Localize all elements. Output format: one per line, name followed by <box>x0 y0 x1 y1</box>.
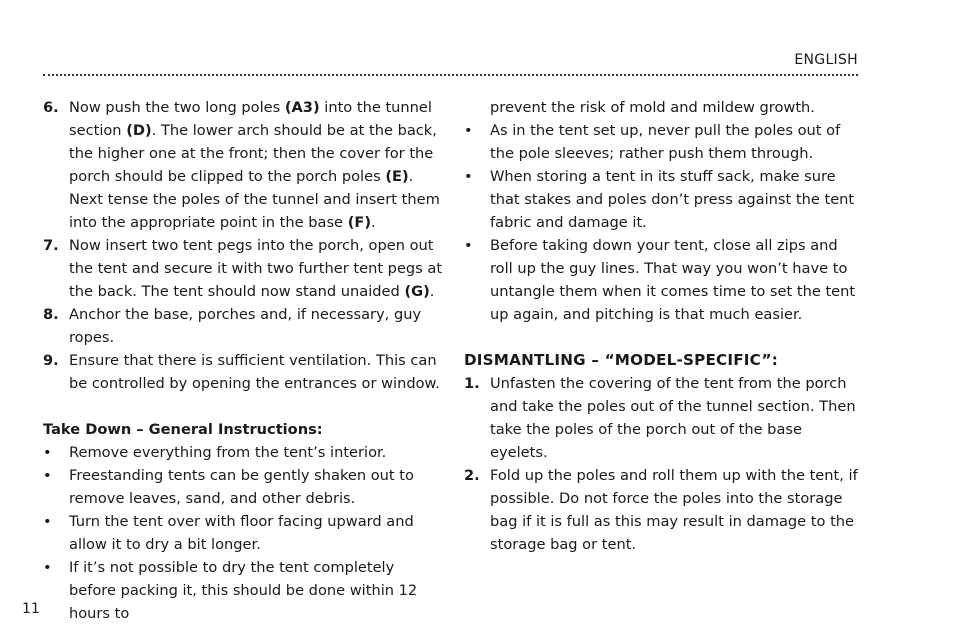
page-number: 11 <box>22 601 40 617</box>
step-text: Now insert two tent pegs into the porch, open out the tent and secure it with two further tent pegs at the back. The tent should now stand unaided (G). <box>69 237 443 300</box>
list-item: • When storing a tent in its stuff sack, make sure that stakes and poles don’t press against the tent fabric and damage it. <box>464 165 864 234</box>
step-number: 1. <box>464 375 480 392</box>
list-item: • If it’s not possible to dry the tent completely before packing it, this should be done within 12 hours to <box>43 556 443 625</box>
bullet-icon: • <box>464 168 473 185</box>
step-9 <box>43 349 443 395</box>
list-item: • Remove everything from the tent’s interior. <box>43 441 443 464</box>
step-number: 7. <box>43 237 59 254</box>
dismantle-step-2 <box>464 464 864 556</box>
step-number: 2. <box>464 467 480 484</box>
step-number: 8. <box>43 306 59 323</box>
step-text: Anchor the base, porches and, if necessary, guy ropes. <box>69 306 422 346</box>
dismantling-heading: DISMANTLING – “MODEL-SPECIFIC”: <box>464 351 778 369</box>
bullet-icon: • <box>464 122 473 139</box>
step-number: 6. <box>43 99 59 116</box>
takedown-heading: Take Down – General Instructions: <box>43 421 323 438</box>
bullet-icon: • <box>464 237 473 254</box>
bullet-icon: • <box>43 467 52 484</box>
step-text: Now push the two long poles (A3) into the tunnel section (D). The lower arch should be at the back, the higher one at the front; then the cover for the porch should be clipped to the porch poles (E). Next tense the poles of the tunnel and insert them into the appropriate point in the base (F). <box>69 99 440 231</box>
list-item: • Turn the tent over with floor facing upward and allow it to dry a bit longer. <box>43 510 443 556</box>
left-column <box>43 96 443 625</box>
continued-text: prevent the risk of mold and mildew growth. <box>490 99 815 116</box>
bullet-icon: • <box>43 444 52 461</box>
bullet-icon: • <box>43 559 52 576</box>
list-item: • Before taking down your tent, close all zips and roll up the guy lines. That way you won’t have to untangle them when it comes time to set the tent up again, and pitching is that much easier. <box>464 234 864 326</box>
list-item: • As in the tent set up, never pull the poles out of the pole sleeves; rather push them through. <box>464 119 864 165</box>
step-7 <box>43 234 443 303</box>
list-item: • Freestanding tents can be gently shaken out to remove leaves, sand, and other debris. <box>43 464 443 510</box>
step-number: 9. <box>43 352 59 369</box>
dismantle-step-1 <box>464 372 864 464</box>
language-label: ENGLISH <box>794 52 858 68</box>
step-8 <box>43 303 443 349</box>
bullet-icon: • <box>43 513 52 530</box>
step-text: Ensure that there is sufficient ventilation. This can be controlled by opening the entrances or window. <box>69 352 440 392</box>
dotted-divider <box>43 74 858 76</box>
right-column <box>464 96 864 556</box>
step-text: Fold up the poles and roll them up with the tent, if possible. Do not force the poles into the storage bag if it is full as this may result in damage to the storage bag or tent. <box>490 467 858 553</box>
step-6 <box>43 96 443 234</box>
step-text: Unfasten the covering of the tent from the porch and take the poles out of the tunnel section. Then take the poles of the porch out of the base eyelets. <box>490 375 856 461</box>
